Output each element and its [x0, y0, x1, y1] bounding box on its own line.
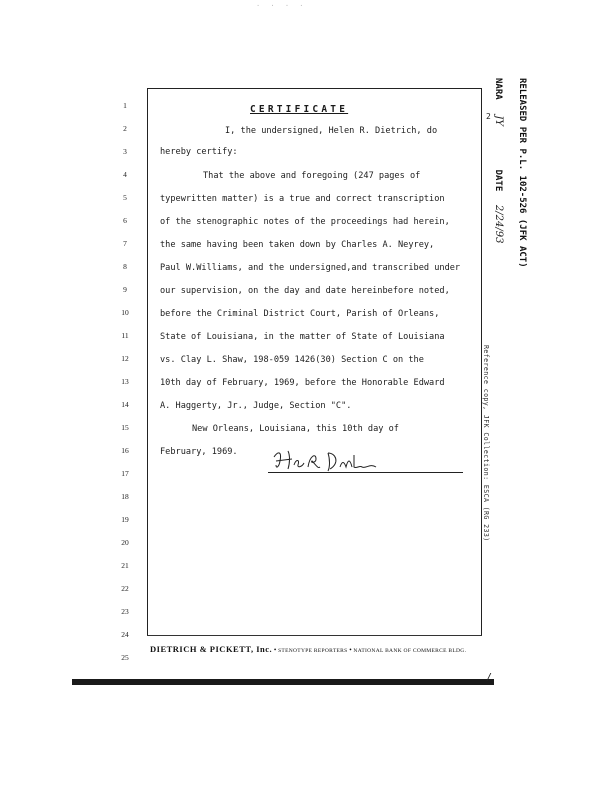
body-line: of the stenographic notes of the proceedings had herein, — [160, 217, 450, 227]
body-line: That the above and foregoing (247 pages of — [203, 171, 421, 181]
body-line: Paul W.Williams, and the undersigned,and transcribed under — [160, 263, 461, 273]
reference-copy-note — [480, 345, 499, 542]
line-number: 8 — [123, 262, 127, 271]
release-stamp — [517, 78, 527, 268]
line-number: 15 — [121, 423, 129, 432]
body-line: before the Criminal District Court, Parish of Orleans, — [160, 309, 440, 319]
footer-separator: • — [349, 646, 352, 654]
page-number: 2 — [486, 112, 491, 121]
line-number: 16 — [121, 446, 129, 455]
body-line: vs. Clay L. Shaw, 198-059 1426(30) Section C on the — [160, 355, 424, 365]
margin-rule-top — [147, 88, 481, 89]
release-stamp-second-line — [492, 78, 511, 243]
line-number: 5 — [123, 193, 127, 202]
footer-address: NATIONAL BANK OF COMMERCE BLDG. — [353, 648, 467, 654]
line-number: 13 — [121, 377, 129, 386]
footer-separator: • — [273, 646, 277, 654]
body-line: 10th day of February, 1969, before the Honorable Edward — [160, 378, 445, 388]
line-number: 14 — [121, 400, 129, 409]
line-number: 20 — [121, 538, 129, 547]
line-number: 4 — [123, 170, 127, 179]
line-number: 1 — [123, 101, 127, 110]
line-number: 19 — [121, 515, 129, 524]
nara-initials: JY — [493, 115, 504, 126]
line-number: 9 — [123, 285, 127, 294]
line-number: 6 — [123, 216, 127, 225]
line-number: 21 — [121, 561, 129, 570]
line-number: 11 — [121, 331, 129, 340]
body-line: our supervision, on the day and date hereinbefore noted, — [160, 286, 450, 296]
line-number: 18 — [121, 492, 129, 501]
nara-label: NARA — [493, 78, 503, 100]
line-number: 12 — [121, 354, 129, 363]
line-number: 17 — [121, 469, 129, 478]
page-footer — [150, 644, 466, 654]
scan-edge-mark: / — [486, 672, 493, 683]
body-line: State of Louisiana, in the matter of State of Louisiana — [160, 332, 445, 342]
footer-service: STENOTYPE REPORTERS — [278, 648, 348, 654]
date-label: DATE — [493, 169, 503, 192]
line-number: 23 — [121, 607, 129, 616]
line-number: 24 — [121, 630, 129, 639]
handwritten-signature — [270, 447, 380, 475]
body-line: I, the undersigned, Helen R. Dietrich, do — [225, 126, 438, 136]
margin-rule-bottom — [147, 635, 482, 636]
release-date: 2/24/93 — [493, 204, 504, 244]
signature-line — [268, 472, 463, 473]
line-number: 3 — [123, 147, 127, 156]
page-title: CERTIFICATE — [250, 104, 349, 115]
scan-edge-bar — [72, 679, 494, 685]
body-line: typewritten matter) is a true and correct transcription — [160, 194, 445, 204]
line-number: 10 — [121, 308, 129, 317]
body-line: February, 1969. — [160, 447, 238, 457]
body-line: hereby certify: — [160, 147, 238, 157]
line-number: 22 — [121, 584, 129, 593]
reference-copy-text: Reference copy, JFK Collection: ESCA (RG 233) — [482, 345, 490, 542]
footer-company: DIETRICH & PICKETT, Inc. — [150, 644, 273, 654]
margin-rule-left — [147, 88, 148, 636]
line-number: 7 — [123, 239, 127, 248]
line-number: 25 — [121, 653, 129, 662]
release-stamp-line1: RELEASED PER P.L. 102-526 (JFK ACT) — [517, 78, 527, 268]
line-number: 2 — [123, 124, 127, 133]
body-line: the same having been taken down by Charles A. Neyrey, — [160, 240, 435, 250]
body-line: A. Haggerty, Jr., Judge, Section "C". — [160, 401, 352, 411]
body-line: New Orleans, Louisiana, this 10th day of — [192, 424, 399, 434]
scan-smudge: · · · · — [256, 2, 307, 10]
